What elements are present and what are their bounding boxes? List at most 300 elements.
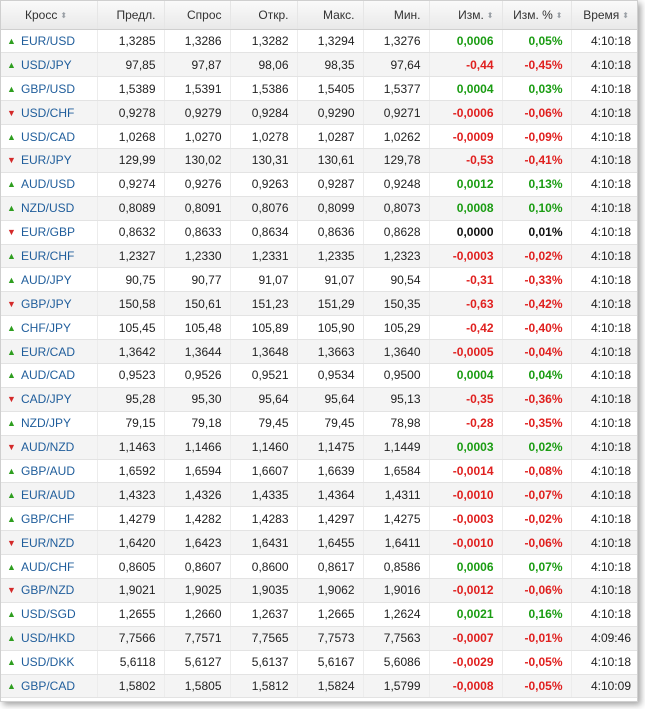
bid-cell: 5,6118 — [97, 650, 164, 674]
column-header-pair[interactable] — [1, 1, 97, 29]
time-cell: 4:10:18 — [571, 387, 637, 411]
ask-cell: 105,48 — [164, 316, 230, 340]
pair-link[interactable]: GBP/USD — [21, 81, 76, 96]
change-cell: -0,63 — [429, 292, 502, 316]
table-row — [1, 101, 637, 125]
change-pct-cell: -0,35% — [502, 411, 571, 435]
time-cell: 4:10:18 — [571, 148, 637, 172]
change-cell: -0,0003 — [429, 244, 502, 268]
change-pct-cell: -0,06% — [502, 578, 571, 602]
change-pct-cell: 0,04% — [502, 363, 571, 387]
change-cell: -0,35 — [429, 387, 502, 411]
time-cell: 4:10:18 — [571, 340, 637, 364]
table-row — [1, 483, 637, 507]
high-cell: 1,6639 — [297, 459, 363, 483]
open-cell: 98,06 — [230, 53, 297, 77]
low-cell: 1,1449 — [363, 435, 429, 459]
high-cell: 0,8617 — [297, 555, 363, 579]
change-cell: -0,0006 — [429, 101, 502, 125]
change-pct-cell: -0,41% — [502, 148, 571, 172]
arrow-up-icon: ▲ — [7, 489, 16, 500]
pair-cell — [1, 244, 97, 268]
bid-cell: 7,7566 — [97, 626, 164, 650]
change-pct-cell: 0,02% — [502, 435, 571, 459]
pair-link[interactable]: AUD/USD — [21, 177, 76, 192]
high-cell: 151,29 — [297, 292, 363, 316]
arrow-up-icon: ▲ — [7, 657, 16, 668]
time-cell: 4:10:18 — [571, 77, 637, 101]
pair-cell — [1, 531, 97, 555]
pair-cell — [1, 674, 97, 698]
open-cell: 1,1460 — [230, 435, 297, 459]
column-header-change-pct[interactable] — [502, 1, 571, 29]
pair-link[interactable]: USD/CAD — [21, 129, 76, 144]
change-pct-cell: -0,45% — [502, 53, 571, 77]
change-pct-cell: 0,05% — [502, 29, 571, 53]
table-row — [1, 340, 637, 364]
ask-cell: 1,9025 — [164, 578, 230, 602]
bid-cell: 1,6592 — [97, 459, 164, 483]
time-cell: 4:10:18 — [571, 363, 637, 387]
bid-cell: 1,0268 — [97, 125, 164, 149]
pair-cell — [1, 435, 97, 459]
table-row — [1, 411, 637, 435]
high-cell: 130,61 — [297, 148, 363, 172]
ask-cell: 0,9276 — [164, 172, 230, 196]
bid-cell: 0,9278 — [97, 101, 164, 125]
open-cell: 1,6431 — [230, 531, 297, 555]
high-cell: 79,45 — [297, 411, 363, 435]
open-cell: 1,4283 — [230, 507, 297, 531]
time-cell: 4:10:18 — [571, 578, 637, 602]
high-cell: 0,9534 — [297, 363, 363, 387]
open-cell: 0,9521 — [230, 363, 297, 387]
bid-cell: 1,6420 — [97, 531, 164, 555]
pair-cell — [1, 77, 97, 101]
time-cell: 4:10:18 — [571, 602, 637, 626]
pair-cell — [1, 555, 97, 579]
arrow-down-icon: ▼ — [7, 585, 16, 596]
arrow-up-icon: ▲ — [7, 35, 16, 46]
high-cell: 0,8636 — [297, 220, 363, 244]
change-cell: -0,0010 — [429, 483, 502, 507]
pair-link[interactable]: EUR/NZD — [21, 535, 75, 550]
pair-link[interactable]: GBP/CAD — [21, 678, 76, 693]
table-row — [1, 125, 637, 149]
arrow-up-icon: ▲ — [7, 561, 16, 572]
table-row — [1, 77, 637, 101]
pair-cell — [1, 626, 97, 650]
high-cell: 5,6167 — [297, 650, 363, 674]
table-row — [1, 53, 637, 77]
change-pct-cell: -0,06% — [502, 101, 571, 125]
ask-cell: 1,6594 — [164, 459, 230, 483]
pair-cell — [1, 602, 97, 626]
sort-icon: ⬍ — [622, 10, 629, 20]
arrow-up-icon: ▲ — [7, 131, 16, 142]
bid-cell: 1,3285 — [97, 29, 164, 53]
pair-link[interactable]: EUR/JPY — [21, 153, 72, 168]
time-cell: 4:10:18 — [571, 650, 637, 674]
low-cell: 0,8628 — [363, 220, 429, 244]
pair-link[interactable]: NZD/JPY — [21, 416, 72, 431]
time-cell: 4:10:18 — [571, 507, 637, 531]
column-header-label: Время — [583, 7, 620, 22]
table-row — [1, 459, 637, 483]
table-row — [1, 650, 637, 674]
time-cell: 4:10:18 — [571, 172, 637, 196]
column-header-bid[interactable]: Предл. — [97, 1, 164, 29]
currency-quotes-table — [1, 1, 637, 698]
ask-cell: 130,02 — [164, 148, 230, 172]
pair-link[interactable]: USD/HKD — [21, 631, 76, 646]
high-cell: 1,4297 — [297, 507, 363, 531]
time-cell: 4:10:18 — [571, 101, 637, 125]
pair-cell — [1, 101, 97, 125]
table-header-row — [1, 1, 637, 29]
pair-link[interactable]: AUD/CHF — [21, 559, 75, 574]
table-row — [1, 531, 637, 555]
open-cell: 1,2331 — [230, 244, 297, 268]
column-header-label: Изм. % — [513, 7, 553, 22]
change-cell: -0,0005 — [429, 340, 502, 364]
low-cell: 1,5377 — [363, 77, 429, 101]
high-cell: 105,90 — [297, 316, 363, 340]
pair-cell — [1, 196, 97, 220]
pair-link[interactable]: CHF/JPY — [21, 320, 72, 335]
arrow-up-icon: ▲ — [7, 418, 16, 429]
bid-cell: 97,85 — [97, 53, 164, 77]
change-cell: 0,0012 — [429, 172, 502, 196]
ask-cell: 1,6423 — [164, 531, 230, 555]
pair-link[interactable]: NZD/USD — [21, 201, 75, 216]
change-pct-cell: -0,06% — [502, 531, 571, 555]
low-cell: 105,29 — [363, 316, 429, 340]
high-cell: 1,6455 — [297, 531, 363, 555]
bid-cell: 0,8632 — [97, 220, 164, 244]
table-row — [1, 268, 637, 292]
change-cell: 0,0021 — [429, 602, 502, 626]
bid-cell: 1,4279 — [97, 507, 164, 531]
change-pct-cell: -0,05% — [502, 650, 571, 674]
high-cell: 1,5824 — [297, 674, 363, 698]
time-cell: 4:10:18 — [571, 244, 637, 268]
pair-link[interactable]: EUR/CAD — [21, 344, 76, 359]
change-pct-cell: -0,36% — [502, 387, 571, 411]
ask-cell: 1,1466 — [164, 435, 230, 459]
change-cell: -0,0012 — [429, 578, 502, 602]
high-cell: 95,64 — [297, 387, 363, 411]
time-cell: 4:10:18 — [571, 292, 637, 316]
arrow-up-icon: ▲ — [7, 274, 16, 285]
open-cell: 1,9035 — [230, 578, 297, 602]
pair-link[interactable]: AUD/JPY — [21, 272, 72, 287]
arrow-up-icon: ▲ — [7, 465, 16, 476]
bid-cell: 1,5389 — [97, 77, 164, 101]
change-cell: 0,0006 — [429, 555, 502, 579]
pair-link[interactable]: GBP/CHF — [21, 511, 75, 526]
arrow-down-icon: ▼ — [7, 537, 16, 548]
ask-cell: 1,2660 — [164, 602, 230, 626]
bid-cell: 90,75 — [97, 268, 164, 292]
low-cell: 78,98 — [363, 411, 429, 435]
pair-cell — [1, 220, 97, 244]
ask-cell: 0,8091 — [164, 196, 230, 220]
high-cell: 1,0287 — [297, 125, 363, 149]
open-cell: 95,64 — [230, 387, 297, 411]
change-cell: -0,0009 — [429, 125, 502, 149]
change-pct-cell: 0,13% — [502, 172, 571, 196]
arrow-down-icon: ▼ — [7, 298, 16, 309]
time-cell: 4:10:18 — [571, 53, 637, 77]
time-cell: 4:10:18 — [571, 483, 637, 507]
pair-link[interactable]: USD/JPY — [21, 57, 72, 72]
high-cell: 1,2335 — [297, 244, 363, 268]
arrow-up-icon: ▲ — [7, 59, 16, 70]
column-header-low[interactable]: Мин. — [363, 1, 429, 29]
column-header-time[interactable] — [571, 1, 637, 29]
low-cell: 1,2624 — [363, 602, 429, 626]
change-cell: -0,0010 — [429, 531, 502, 555]
low-cell: 1,3276 — [363, 29, 429, 53]
column-header-ask[interactable]: Спрос — [164, 1, 230, 29]
pair-cell — [1, 650, 97, 674]
ask-cell: 1,2330 — [164, 244, 230, 268]
low-cell: 95,13 — [363, 387, 429, 411]
time-cell: 4:10:18 — [571, 435, 637, 459]
column-header-open[interactable]: Откр. — [230, 1, 297, 29]
ask-cell: 95,30 — [164, 387, 230, 411]
ask-cell: 5,6127 — [164, 650, 230, 674]
high-cell: 7,7573 — [297, 626, 363, 650]
pair-link[interactable]: GBP/JPY — [21, 296, 72, 311]
change-pct-cell: -0,05% — [502, 674, 571, 698]
open-cell: 0,8600 — [230, 555, 297, 579]
low-cell: 150,35 — [363, 292, 429, 316]
low-cell: 1,6584 — [363, 459, 429, 483]
table-row — [1, 316, 637, 340]
low-cell: 129,78 — [363, 148, 429, 172]
table-row — [1, 196, 637, 220]
bid-cell: 79,15 — [97, 411, 164, 435]
open-cell: 0,8076 — [230, 196, 297, 220]
change-cell: -0,0029 — [429, 650, 502, 674]
bid-cell: 1,3642 — [97, 340, 164, 364]
pair-link[interactable]: EUR/CHF — [21, 248, 75, 263]
bid-cell: 1,9021 — [97, 578, 164, 602]
pair-cell — [1, 411, 97, 435]
low-cell: 0,8073 — [363, 196, 429, 220]
low-cell: 1,6411 — [363, 531, 429, 555]
ask-cell: 7,7571 — [164, 626, 230, 650]
pair-link[interactable]: EUR/AUD — [21, 487, 76, 502]
change-cell: -0,0007 — [429, 626, 502, 650]
bid-cell: 1,2327 — [97, 244, 164, 268]
change-cell: -0,0008 — [429, 674, 502, 698]
pair-link[interactable]: USD/SGD — [21, 607, 76, 622]
open-cell: 1,2637 — [230, 602, 297, 626]
arrow-down-icon: ▼ — [7, 155, 16, 166]
open-cell: 1,4335 — [230, 483, 297, 507]
table-row — [1, 507, 637, 531]
time-cell: 4:10:18 — [571, 125, 637, 149]
time-cell: 4:10:18 — [571, 411, 637, 435]
low-cell: 97,64 — [363, 53, 429, 77]
pair-link[interactable]: EUR/GBP — [21, 225, 76, 240]
ask-cell: 79,18 — [164, 411, 230, 435]
ask-cell: 90,77 — [164, 268, 230, 292]
open-cell: 79,45 — [230, 411, 297, 435]
pair-link[interactable]: EUR/USD — [21, 33, 76, 48]
arrow-down-icon: ▼ — [7, 107, 16, 118]
table-row — [1, 435, 637, 459]
bid-cell: 0,8605 — [97, 555, 164, 579]
arrow-up-icon: ▲ — [7, 203, 16, 214]
open-cell: 0,9284 — [230, 101, 297, 125]
pair-link[interactable]: GBP/NZD — [21, 583, 75, 598]
arrow-up-icon: ▲ — [7, 179, 16, 190]
open-cell: 1,3648 — [230, 340, 297, 364]
low-cell: 1,2323 — [363, 244, 429, 268]
bid-cell: 1,1463 — [97, 435, 164, 459]
bid-cell: 95,28 — [97, 387, 164, 411]
open-cell: 7,7565 — [230, 626, 297, 650]
pair-link[interactable]: USD/CHF — [21, 105, 75, 120]
bid-cell: 0,9523 — [97, 363, 164, 387]
arrow-down-icon: ▼ — [7, 442, 16, 453]
sort-icon: ⬍ — [555, 10, 563, 20]
time-cell: 4:10:18 — [571, 316, 637, 340]
pair-cell — [1, 578, 97, 602]
change-cell: 0,0004 — [429, 77, 502, 101]
table-row — [1, 148, 637, 172]
low-cell: 1,4311 — [363, 483, 429, 507]
change-pct-cell: -0,08% — [502, 459, 571, 483]
change-cell: -0,42 — [429, 316, 502, 340]
ask-cell: 97,87 — [164, 53, 230, 77]
change-pct-cell: 0,16% — [502, 602, 571, 626]
change-cell: -0,31 — [429, 268, 502, 292]
high-cell: 1,4364 — [297, 483, 363, 507]
ask-cell: 1,5391 — [164, 77, 230, 101]
change-pct-cell: -0,07% — [502, 483, 571, 507]
arrow-up-icon: ▲ — [7, 609, 16, 620]
change-pct-cell: -0,02% — [502, 244, 571, 268]
change-cell: -0,44 — [429, 53, 502, 77]
change-cell: 0,0004 — [429, 363, 502, 387]
change-pct-cell: -0,01% — [502, 626, 571, 650]
bid-cell: 150,58 — [97, 292, 164, 316]
bid-cell: 105,45 — [97, 316, 164, 340]
pair-link[interactable]: GBP/AUD — [21, 463, 76, 478]
table-row — [1, 220, 637, 244]
low-cell: 90,54 — [363, 268, 429, 292]
change-cell: 0,0006 — [429, 29, 502, 53]
high-cell: 0,9290 — [297, 101, 363, 125]
change-pct-cell: 0,01% — [502, 220, 571, 244]
pair-cell — [1, 387, 97, 411]
high-cell: 1,5405 — [297, 77, 363, 101]
open-cell: 0,9263 — [230, 172, 297, 196]
time-cell: 4:10:18 — [571, 531, 637, 555]
low-cell: 1,3640 — [363, 340, 429, 364]
column-header-high[interactable]: Макс. — [297, 1, 363, 29]
ask-cell: 150,61 — [164, 292, 230, 316]
arrow-down-icon: ▼ — [7, 394, 16, 405]
column-header-change[interactable] — [429, 1, 502, 29]
arrow-up-icon: ▲ — [7, 370, 16, 381]
open-cell: 1,0278 — [230, 125, 297, 149]
high-cell: 1,9062 — [297, 578, 363, 602]
arrow-up-icon: ▲ — [7, 250, 16, 261]
bid-cell: 1,2655 — [97, 602, 164, 626]
change-pct-cell: 0,03% — [502, 77, 571, 101]
high-cell: 0,9287 — [297, 172, 363, 196]
high-cell: 1,2665 — [297, 602, 363, 626]
pair-cell — [1, 507, 97, 531]
pair-link[interactable]: AUD/NZD — [21, 440, 75, 455]
time-cell: 4:10:18 — [571, 196, 637, 220]
table-row — [1, 578, 637, 602]
time-cell: 4:10:18 — [571, 555, 637, 579]
ask-cell: 1,0270 — [164, 125, 230, 149]
arrow-up-icon: ▲ — [7, 83, 16, 94]
high-cell: 91,07 — [297, 268, 363, 292]
change-pct-cell: -0,09% — [502, 125, 571, 149]
low-cell: 1,9016 — [363, 578, 429, 602]
low-cell: 5,6086 — [363, 650, 429, 674]
column-header-label: Изм. — [458, 7, 484, 22]
change-cell: 0,0000 — [429, 220, 502, 244]
table-row — [1, 172, 637, 196]
time-cell: 4:10:09 — [571, 674, 637, 698]
time-cell: 4:10:18 — [571, 268, 637, 292]
ask-cell: 1,4282 — [164, 507, 230, 531]
table-row — [1, 292, 637, 316]
bid-cell: 1,4323 — [97, 483, 164, 507]
sort-icon: ⬍ — [60, 10, 68, 20]
change-cell: -0,28 — [429, 411, 502, 435]
change-pct-cell: -0,33% — [502, 268, 571, 292]
high-cell: 1,1475 — [297, 435, 363, 459]
arrow-down-icon: ▼ — [7, 227, 16, 238]
pair-cell — [1, 268, 97, 292]
pair-cell — [1, 125, 97, 149]
pair-cell — [1, 459, 97, 483]
open-cell: 1,5812 — [230, 674, 297, 698]
ask-cell: 1,4326 — [164, 483, 230, 507]
ask-cell: 1,3644 — [164, 340, 230, 364]
time-cell: 4:10:18 — [571, 220, 637, 244]
pair-cell — [1, 148, 97, 172]
pair-cell — [1, 53, 97, 77]
high-cell: 1,3294 — [297, 29, 363, 53]
change-pct-cell: -0,02% — [502, 507, 571, 531]
open-cell: 0,8634 — [230, 220, 297, 244]
change-pct-cell: -0,42% — [502, 292, 571, 316]
pair-link[interactable]: CAD/JPY — [21, 392, 72, 407]
change-cell: -0,0014 — [429, 459, 502, 483]
open-cell: 1,6607 — [230, 459, 297, 483]
ask-cell: 1,5805 — [164, 674, 230, 698]
time-cell: 4:10:18 — [571, 29, 637, 53]
table-row — [1, 29, 637, 53]
sort-icon: ⬍ — [486, 10, 494, 20]
pair-link[interactable]: AUD/CAD — [21, 368, 76, 383]
low-cell: 0,8586 — [363, 555, 429, 579]
pair-cell — [1, 316, 97, 340]
pair-link[interactable]: USD/DKK — [21, 655, 75, 670]
